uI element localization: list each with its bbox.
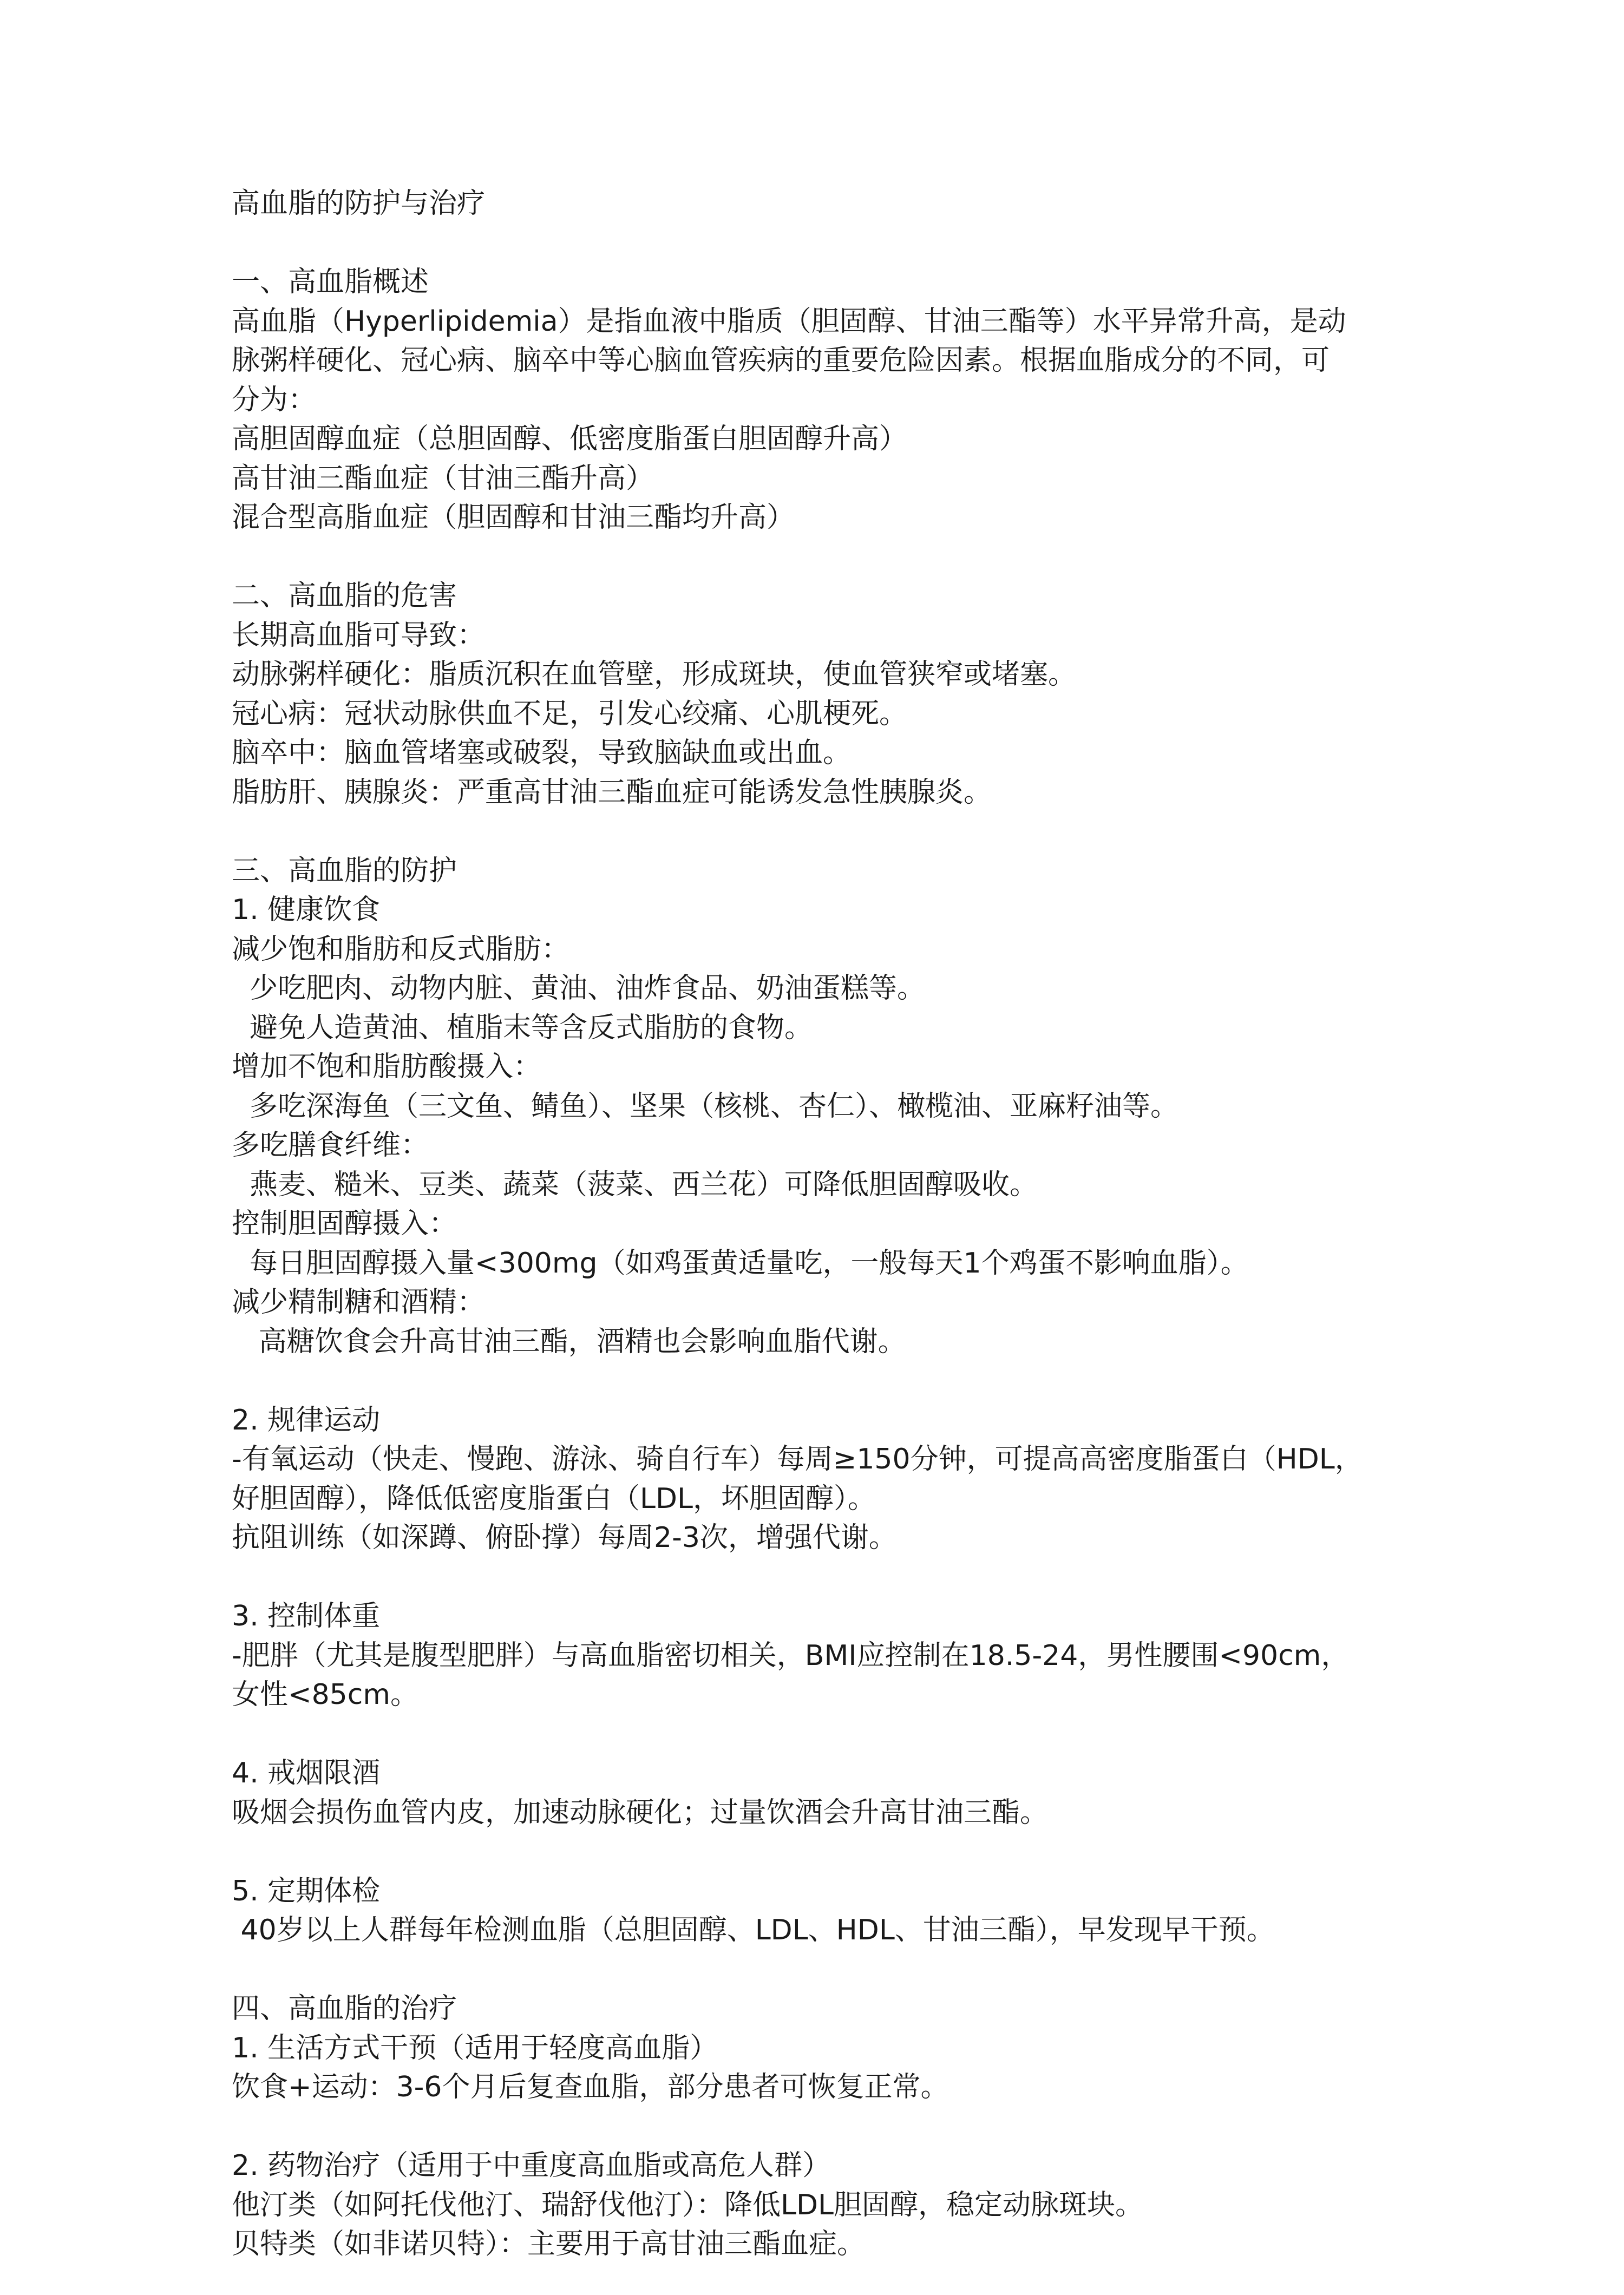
list-item: 高糖饮食会升高甘油三酯，酒精也会影响血脂代谢。 (232, 1325, 906, 1358)
spacer (232, 1715, 1412, 1754)
subsection-heading: 5. 定期体检 (232, 1874, 381, 1907)
spacer (232, 1832, 1412, 1872)
list-item: 动脉粥样硬化：脂质沉积在血管壁，形成斑块，使血管狭窄或堵塞。 (232, 658, 1077, 691)
list-item: 每日胆固醇摄入量<300mg（如鸡蛋黄适量吃，一般每天1个鸡蛋不影响血脂）。 (232, 1247, 1249, 1280)
paragraph-line: 好胆固醇），降低低密度脂蛋白（LDL，坏胆固醇）。 (232, 1482, 876, 1515)
section-heading: 二、高血脂的危害 (232, 580, 457, 612)
list-item: 减少饱和脂肪和反式脂肪： (232, 933, 570, 966)
list-item: 多吃深海鱼（三文鱼、鲭鱼）、坚果（核桃、杏仁）、橄榄油、亚麻籽油等。 (232, 1090, 1179, 1123)
list-item: 混合型高脂血症（胆固醇和甘油三酯均升高） (232, 501, 795, 534)
list-item: 冠心病：冠状动脉供血不足，引发心绞痛、心肌梗死。 (232, 697, 908, 730)
spacer (232, 812, 1412, 851)
section-heading: 一、高血脂概述 (232, 266, 429, 298)
subsection-heading: 4. 戒烟限酒 (232, 1757, 381, 1789)
paragraph-line: 分为： (232, 383, 317, 416)
paragraph-line: 40岁以上人群每年检测血脂（总胆固醇、LDL、HDL、甘油三酯），早发现早干预。 (232, 1914, 1275, 1946)
paragraph-line: 高血脂（Hyperlipidemia）是指血液中脂质（胆固醇、甘油三酯等）水平异常升高，是动 (232, 305, 1346, 338)
list-item: 增加不饱和脂肪酸摄入： (232, 1051, 542, 1083)
subsection-heading: 2. 规律运动 (232, 1404, 381, 1437)
document-body (232, 184, 1412, 2264)
paragraph-line: -肥胖（尤其是腹型肥胖）与高血脂密切相关，BMI应控制在18.5-24，男性腰围<90cm， (232, 1639, 1350, 1672)
subsection-heading: 1. 健康饮食 (232, 894, 381, 926)
spacer (232, 537, 1412, 577)
document-title: 高血脂的防护与治疗 (232, 187, 486, 220)
section-heading: 三、高血脂的防护 (232, 854, 457, 887)
section-heading: 四、高血脂的治疗 (232, 1992, 457, 2025)
spacer (232, 1361, 1412, 1401)
paragraph-line: 脉粥样硬化、冠心病、脑卒中等心脑血管疾病的重要危险因素。根据血脂成分的不同，可 (232, 344, 1330, 377)
list-item: 贝特类（如非诺贝特）：主要用于高甘油三酯血症。 (232, 2228, 866, 2260)
paragraph-line: 抗阻训练（如深蹲、俯卧撑）每周2-3次，增强代谢。 (232, 1522, 897, 1554)
spacer (232, 224, 1412, 263)
subsection-heading: 2. 药物治疗（适用于中重度高血脂或高危人群） (232, 2149, 831, 2182)
list-item: 多吃膳食纤维： (232, 1129, 429, 1162)
paragraph-line: -有氧运动（快走、慢跑、游泳、骑自行车）每周≥150分钟，可提高高密度脂蛋白（HDL， (232, 1443, 1363, 1476)
spacer (232, 1950, 1412, 1990)
spacer (232, 1558, 1412, 1597)
spacer (232, 2107, 1412, 2147)
list-item: 控制胆固醇摄入： (232, 1208, 457, 1240)
list-item: 高胆固醇血症（总胆固醇、低密度脂蛋白胆固醇升高） (232, 423, 908, 455)
list-item: 他汀类（如阿托伐他汀、瑞舒伐他汀）：降低LDL胆固醇，稳定动脉斑块。 (232, 2188, 1143, 2221)
list-item: 脂肪肝、胰腺炎：严重高甘油三酯血症可能诱发急性胰腺炎。 (232, 776, 992, 809)
paragraph-line: 长期高血脂可导致： (232, 619, 486, 652)
paragraph-line: 女性<85cm。 (232, 1678, 418, 1711)
list-item: 燕麦、糙米、豆类、蔬菜（菠菜、西兰花）可降低胆固醇吸收。 (232, 1168, 1038, 1201)
subsection-heading: 3. 控制体重 (232, 1600, 381, 1632)
paragraph-line: 饮食+运动：3-6个月后复查血脂，部分患者可恢复正常。 (232, 2071, 949, 2103)
paragraph-line: 吸烟会损伤血管内皮，加速动脉硬化；过量饮酒会升高甘油三酯。 (232, 1796, 1049, 1829)
list-item: 避免人造黄油、植脂末等含反式脂肪的食物。 (232, 1011, 813, 1044)
list-item: 高甘油三酯血症（甘油三酯升高） (232, 462, 654, 495)
list-item: 少吃肥肉、动物内脏、黄油、油炸食品、奶油蛋糕等。 (232, 972, 926, 1005)
list-item: 减少精制糖和酒精： (232, 1286, 486, 1319)
subsection-heading: 1. 生活方式干预（适用于轻度高血脂） (232, 2031, 718, 2064)
list-item: 脑卒中：脑血管堵塞或破裂，导致脑缺血或出血。 (232, 737, 852, 769)
